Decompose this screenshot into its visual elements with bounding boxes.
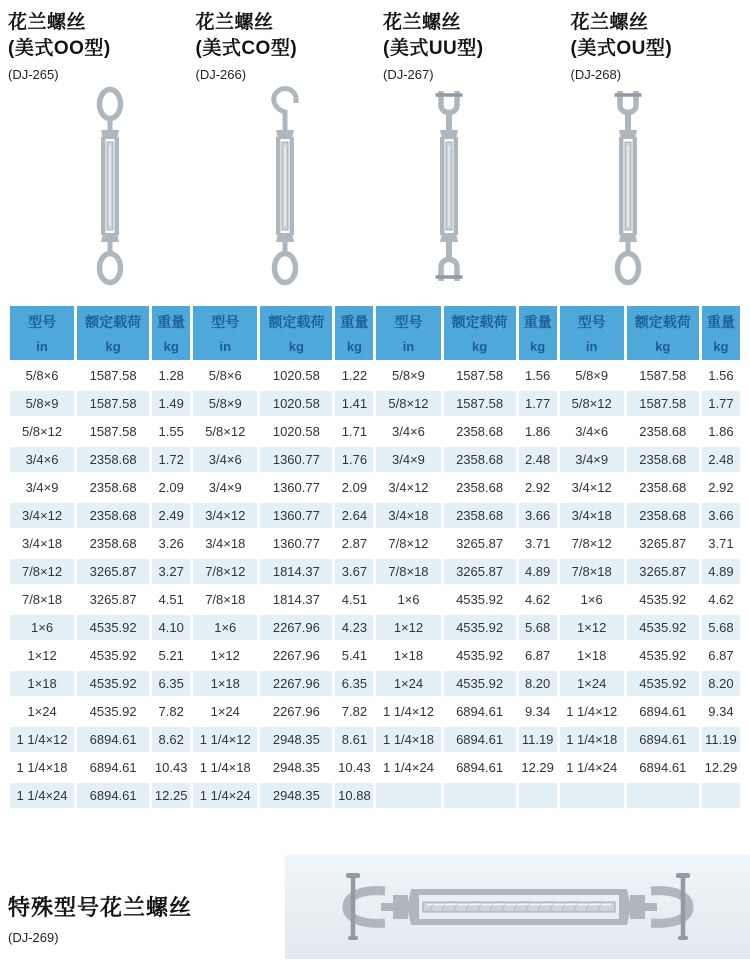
cell-load: 2358.68 (77, 531, 149, 556)
cell-weight: 8.20 (702, 671, 740, 696)
header-cell: 重量 kg (702, 306, 740, 360)
header-cell: 额定载荷 kg (444, 306, 516, 360)
cell-load: 6894.61 (77, 755, 149, 780)
cell-weight: 6.87 (519, 643, 557, 668)
cell-weight: 2.64 (335, 503, 373, 528)
cell-model: 3/4×18 (10, 531, 74, 556)
table-row (10, 419, 740, 444)
cell-weight: 1.56 (519, 363, 557, 388)
cell-model: 3/4×18 (193, 531, 257, 556)
cell-weight: 8.62 (152, 727, 190, 752)
cell-model: 1 1/4×18 (193, 755, 257, 780)
cell-weight: 3.67 (335, 559, 373, 584)
cell-model: 1 1/4×12 (10, 727, 74, 752)
header-cell: 型号 in (10, 306, 74, 360)
cell-load: 6894.61 (627, 727, 699, 752)
cell-model: 5/8×9 (193, 391, 257, 416)
cell-load: 6894.61 (77, 727, 149, 752)
cell-load: 2358.68 (627, 503, 699, 528)
cell-model (560, 783, 624, 808)
table-row (10, 447, 740, 472)
cell-weight: 5.41 (335, 643, 373, 668)
cell-weight: 6.35 (335, 671, 373, 696)
cell-load: 4535.92 (444, 643, 516, 668)
cell-model: 7/8×18 (560, 559, 624, 584)
cell-load: 6894.61 (627, 755, 699, 780)
cell-model: 5/8×6 (10, 363, 74, 388)
cell-load: 1814.37 (260, 559, 332, 584)
cell-model: 1×6 (560, 587, 624, 612)
product-name: 花兰螺丝 (195, 12, 274, 33)
table-row (10, 615, 740, 640)
cell-load: 4535.92 (627, 671, 699, 696)
cell-load: 2358.68 (627, 475, 699, 500)
cell-model: 3/4×9 (10, 475, 74, 500)
cell-weight: 7.82 (152, 699, 190, 724)
cell-load: 4535.92 (627, 615, 699, 640)
product-variant: (美式CO型) (195, 38, 298, 59)
product-card-dj265 (0, 10, 188, 287)
cell-weight: 2.87 (335, 531, 373, 556)
cell-weight: 2.49 (152, 503, 190, 528)
cell-load: 1020.58 (260, 391, 332, 416)
cell-weight: 3.27 (152, 559, 190, 584)
cell-load: 1587.58 (627, 363, 699, 388)
cell-load: 6894.61 (444, 755, 516, 780)
cell-model: 1×6 (376, 587, 440, 612)
cell-load: 3265.87 (77, 587, 149, 612)
cell-model: 3/4×6 (10, 447, 74, 472)
header-cell: 额定载荷 kg (77, 306, 149, 360)
table-row (10, 671, 740, 696)
cell-load: 2358.68 (627, 447, 699, 472)
cell-weight: 5.68 (519, 615, 557, 640)
cell-load: 3265.87 (444, 531, 516, 556)
cell-load: 4535.92 (77, 643, 149, 668)
cell-model: 1×18 (193, 671, 257, 696)
turnbuckle-eye-eye-image (16, 82, 204, 287)
cell-model: 1×12 (193, 643, 257, 668)
cell-load: 1587.58 (77, 363, 149, 388)
table-row (10, 727, 740, 752)
header-cell: 型号 in (193, 306, 257, 360)
header-cell: 重量 kg (519, 306, 557, 360)
cell-model: 5/8×12 (560, 391, 624, 416)
cell-weight: 1.72 (152, 447, 190, 472)
cell-weight: 1.71 (335, 419, 373, 444)
cell-weight: 3.26 (152, 531, 190, 556)
cell-model: 5/8×12 (10, 419, 74, 444)
cell-weight: 1.86 (519, 419, 557, 444)
cell-load: 2358.68 (77, 503, 149, 528)
cell-weight (702, 783, 740, 808)
product-variant: (美式OO型) (8, 38, 111, 59)
cell-weight: 4.23 (335, 615, 373, 640)
cell-weight: 4.10 (152, 615, 190, 640)
cell-model (376, 783, 440, 808)
cell-load: 2267.96 (260, 671, 332, 696)
cell-load: 4535.92 (444, 587, 516, 612)
cell-load: 1020.58 (260, 419, 332, 444)
cell-load: 3265.87 (444, 559, 516, 584)
cell-model: 1 1/4×18 (560, 727, 624, 752)
cell-model: 1×12 (10, 643, 74, 668)
header-cell: 型号 in (560, 306, 624, 360)
table-row (10, 475, 740, 500)
cell-model: 1×12 (560, 615, 624, 640)
product-title (0, 10, 188, 62)
cell-weight: 2.09 (152, 475, 190, 500)
cell-model: 1×24 (193, 699, 257, 724)
cell-load: 6894.61 (77, 783, 149, 808)
header-cell: 额定载荷 kg (260, 306, 332, 360)
header-cell: 型号 in (376, 306, 440, 360)
cell-model: 3/4×9 (376, 447, 440, 472)
product-title (375, 10, 563, 62)
cell-load: 1360.77 (260, 503, 332, 528)
cell-weight: 4.51 (335, 587, 373, 612)
product-variant: (美式UU型) (383, 38, 484, 59)
product-card-dj266 (188, 10, 376, 287)
cell-load: 1360.77 (260, 447, 332, 472)
cell-weight: 8.20 (519, 671, 557, 696)
cell-load: 2948.35 (260, 783, 332, 808)
cell-load: 3265.87 (77, 559, 149, 584)
cell-load: 4535.92 (77, 699, 149, 724)
cell-load: 3265.87 (627, 531, 699, 556)
cell-weight: 2.92 (702, 475, 740, 500)
cell-weight: 11.19 (702, 727, 740, 752)
products-header (0, 0, 750, 287)
cell-load: 1360.77 (260, 531, 332, 556)
cell-load: 6894.61 (444, 727, 516, 752)
product-name: 花兰螺丝 (570, 12, 649, 33)
cell-model: 1 1/4×24 (193, 783, 257, 808)
cell-weight: 4.62 (702, 587, 740, 612)
cell-model: 1×6 (10, 615, 74, 640)
cell-weight: 7.82 (335, 699, 373, 724)
cell-model: 5/8×9 (560, 363, 624, 388)
cell-load: 2267.96 (260, 699, 332, 724)
cell-weight: 1.86 (702, 419, 740, 444)
cell-weight: 1.28 (152, 363, 190, 388)
cell-load: 1587.58 (444, 363, 516, 388)
cell-model: 7/8×18 (376, 559, 440, 584)
product-code: (DJ-265) (8, 67, 59, 82)
cell-load: 1587.58 (627, 391, 699, 416)
cell-model: 5/8×9 (10, 391, 74, 416)
cell-model: 1 1/4×24 (560, 755, 624, 780)
cell-model: 3/4×18 (376, 503, 440, 528)
cell-model: 1×24 (10, 699, 74, 724)
cell-model: 3/4×6 (376, 419, 440, 444)
header-row (10, 306, 740, 360)
cell-model: 1 1/4×12 (193, 727, 257, 752)
cell-model: 7/8×12 (193, 559, 257, 584)
cell-model: 1×18 (10, 671, 74, 696)
turnbuckle-jaw-jaw-horizontal-image (285, 855, 750, 959)
cell-weight: 4.62 (519, 587, 557, 612)
special-text-block (0, 855, 285, 959)
cell-weight: 1.22 (335, 363, 373, 388)
table-row (10, 699, 740, 724)
cell-model: 3/4×6 (193, 447, 257, 472)
spec-table-head (10, 306, 740, 360)
cell-load: 3265.87 (627, 559, 699, 584)
cell-model: 5/8×9 (376, 363, 440, 388)
cell-load: 4535.92 (444, 615, 516, 640)
cell-weight: 10.88 (335, 783, 373, 808)
cell-model: 7/8×12 (560, 531, 624, 556)
header-cell: 重量 kg (152, 306, 190, 360)
cell-load: 6894.61 (627, 699, 699, 724)
cell-weight: 6.35 (152, 671, 190, 696)
cell-weight: 3.66 (519, 503, 557, 528)
cell-model: 1×18 (560, 643, 624, 668)
cell-weight: 1.55 (152, 419, 190, 444)
cell-model: 1 1/4×18 (376, 727, 440, 752)
spec-table-body (10, 363, 740, 808)
turnbuckle-hook-eye-image (192, 82, 380, 287)
cell-load: 6894.61 (444, 699, 516, 724)
cell-model: 3/4×9 (193, 475, 257, 500)
cell-load: 4535.92 (627, 587, 699, 612)
cell-weight: 3.71 (702, 531, 740, 556)
cell-weight: 8.61 (335, 727, 373, 752)
cell-load: 2358.68 (444, 475, 516, 500)
cell-model: 7/8×18 (10, 587, 74, 612)
cell-model: 1 1/4×18 (10, 755, 74, 780)
cell-model: 1×24 (376, 671, 440, 696)
cell-weight: 2.48 (519, 447, 557, 472)
product-variant: (美式OU型) (570, 38, 673, 59)
turnbuckle-jaw-jaw-image (355, 82, 543, 287)
cell-weight: 12.29 (702, 755, 740, 780)
spec-table (7, 303, 743, 811)
table-row (10, 755, 740, 780)
special-title: 特殊型号花兰螺丝 (8, 895, 193, 920)
table-row (10, 363, 740, 388)
cell-model: 3/4×18 (560, 503, 624, 528)
cell-load: 2358.68 (444, 503, 516, 528)
cell-model: 7/8×12 (376, 531, 440, 556)
cell-load: 2358.68 (444, 419, 516, 444)
cell-weight: 3.71 (519, 531, 557, 556)
cell-load: 2358.68 (444, 447, 516, 472)
table-row (10, 643, 740, 668)
cell-load: 4535.92 (77, 671, 149, 696)
cell-weight: 3.66 (702, 503, 740, 528)
cell-weight (519, 783, 557, 808)
cell-model: 1 1/4×12 (376, 699, 440, 724)
product-title (188, 10, 376, 62)
cell-load: 2358.68 (77, 475, 149, 500)
cell-weight: 5.21 (152, 643, 190, 668)
cell-weight: 4.89 (519, 559, 557, 584)
cell-load: 1360.77 (260, 475, 332, 500)
header-cell: 额定载荷 kg (627, 306, 699, 360)
cell-model: 1 1/4×12 (560, 699, 624, 724)
cell-load: 2358.68 (77, 447, 149, 472)
cell-load (627, 783, 699, 808)
table-row (10, 783, 740, 808)
cell-model: 3/4×9 (560, 447, 624, 472)
cell-weight: 9.34 (702, 699, 740, 724)
cell-load: 2948.35 (260, 727, 332, 752)
cell-weight: 5.68 (702, 615, 740, 640)
product-title (563, 10, 750, 62)
cell-load: 1587.58 (77, 391, 149, 416)
special-code: (DJ-269) (8, 930, 59, 945)
cell-model: 5/8×12 (376, 391, 440, 416)
cell-load: 1587.58 (444, 391, 516, 416)
cell-weight: 4.51 (152, 587, 190, 612)
cell-model: 3/4×12 (193, 503, 257, 528)
product-code: (DJ-268) (570, 67, 622, 82)
cell-weight: 10.43 (335, 755, 373, 780)
cell-weight: 12.25 (152, 783, 190, 808)
cell-load: 4535.92 (627, 643, 699, 668)
cell-model: 3/4×6 (560, 419, 624, 444)
special-section (0, 855, 750, 959)
cell-weight: 11.19 (519, 727, 557, 752)
cell-weight: 1.49 (152, 391, 190, 416)
cell-model: 3/4×12 (560, 475, 624, 500)
cell-load: 2358.68 (627, 419, 699, 444)
table-row (10, 503, 740, 528)
product-card-dj268 (563, 10, 750, 287)
product-name: 花兰螺丝 (383, 12, 462, 33)
cell-model: 1×24 (560, 671, 624, 696)
cell-weight: 12.29 (519, 755, 557, 780)
turnbuckle-jaw-eye-image (535, 82, 723, 287)
cell-model: 1×12 (376, 615, 440, 640)
cell-weight: 1.77 (519, 391, 557, 416)
cell-load: 1587.58 (77, 419, 149, 444)
cell-load: 1020.58 (260, 363, 332, 388)
cell-weight: 1.56 (702, 363, 740, 388)
table-row (10, 587, 740, 612)
cell-weight: 4.89 (702, 559, 740, 584)
cell-model: 1 1/4×24 (10, 783, 74, 808)
product-code: (DJ-266) (195, 67, 247, 82)
cell-model: 5/8×6 (193, 363, 257, 388)
cell-model: 1×18 (376, 643, 440, 668)
header-cell: 重量 kg (335, 306, 373, 360)
cell-model: 3/4×12 (10, 503, 74, 528)
cell-weight: 9.34 (519, 699, 557, 724)
cell-weight: 1.76 (335, 447, 373, 472)
cell-model: 1×6 (193, 615, 257, 640)
cell-model: 1 1/4×24 (376, 755, 440, 780)
product-code: (DJ-267) (383, 67, 434, 82)
cell-load: 1814.37 (260, 587, 332, 612)
table-row (10, 531, 740, 556)
cell-load: 4535.92 (77, 615, 149, 640)
cell-weight: 10.43 (152, 755, 190, 780)
cell-load: 2267.96 (260, 643, 332, 668)
cell-load (444, 783, 516, 808)
cell-weight: 1.77 (702, 391, 740, 416)
cell-weight: 6.87 (702, 643, 740, 668)
cell-weight: 1.41 (335, 391, 373, 416)
cell-weight: 2.09 (335, 475, 373, 500)
cell-weight: 2.92 (519, 475, 557, 500)
cell-model: 3/4×12 (376, 475, 440, 500)
product-name: 花兰螺丝 (8, 12, 87, 33)
cell-load: 4535.92 (444, 671, 516, 696)
cell-model: 7/8×18 (193, 587, 257, 612)
cell-model: 7/8×12 (10, 559, 74, 584)
cell-load: 2267.96 (260, 615, 332, 640)
cell-model: 5/8×12 (193, 419, 257, 444)
table-row (10, 391, 740, 416)
table-row (10, 559, 740, 584)
cell-weight: 2.48 (702, 447, 740, 472)
cell-load: 2948.35 (260, 755, 332, 780)
